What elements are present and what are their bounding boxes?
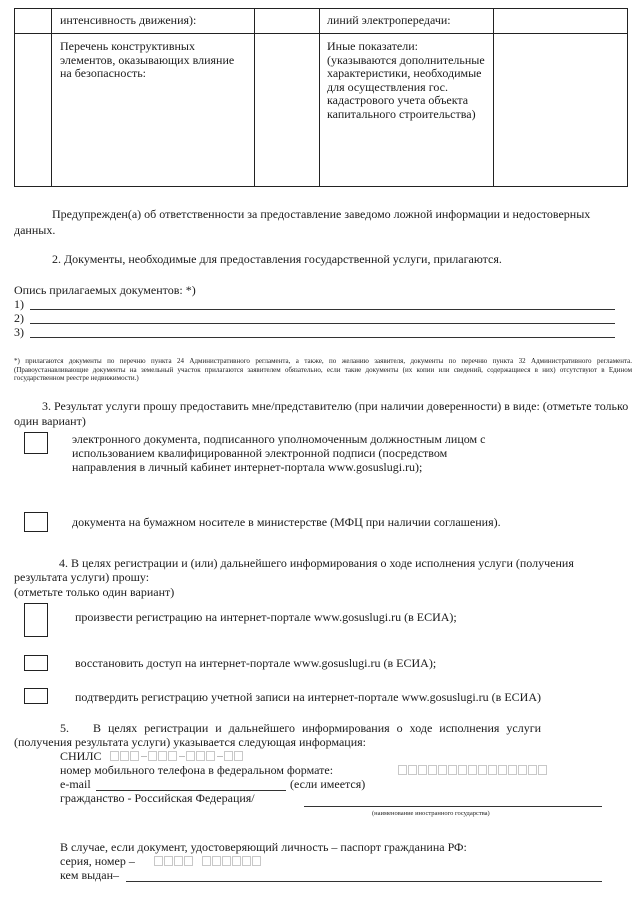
restore-access-checkbox[interactable] xyxy=(24,655,48,671)
register-gosuslugi-label: произвести регистрацию на интернет-портале www.gosuslugi.ru (в ЕСИА); xyxy=(75,610,457,624)
result-paper-label: документа на бумажном носителе в министерстве (МФЦ при наличии соглашения). xyxy=(72,515,501,529)
passport-intro: В случае, если документ, удостоверяющий личность – паспорт гражданина РФ: xyxy=(60,840,467,854)
foreign-state-note: (наименование иностранного государства) xyxy=(372,810,490,817)
series-number-label: серия, номер – xyxy=(60,854,135,868)
citizenship-label: гражданство - Российская Федерация/ xyxy=(60,791,255,805)
table-cell-power-lines: линий электропередачи: xyxy=(327,13,451,27)
table-cell-structural-elements: Перечень конструктивных элементов, оказывающих влияние на безопасность: xyxy=(60,39,235,80)
email-label: e-mail xyxy=(60,777,91,791)
section-5-number: 5. xyxy=(60,721,69,735)
restore-access-label: восстановить доступ на интернет-портале www.gosuslugi.ru (в ЕСИА); xyxy=(75,656,437,670)
section-4-subheading: (отметьте только один вариант) xyxy=(14,585,175,599)
inventory-footnote: *) прилагаются документы по перечню пункта 24 Административного регламента, а также, по желанию заявителя, документы по перечню пункта 32 Административного регламента. (Правоустанавливающие документы на земельный участок прилагаются заявителем обязательно, если такие документы (их копии или сведений, содержащиеся в них) отсутствуют в Едином государственном реестре недвижимости.) xyxy=(14,357,632,382)
inventory-line-2[interactable] xyxy=(30,323,615,324)
confirm-registration-label: подтвердить регистрацию учетной записи на интернет-портале www.gosuslugi.ru (в ЕСИА) xyxy=(75,690,542,704)
issued-by-label: кем выдан– xyxy=(60,868,120,882)
section-5-heading-line1: В целях регистрации и дальнейшего информирования о ходе исполнения услуги xyxy=(93,721,542,735)
snils-label: СНИЛС xyxy=(60,749,102,763)
phone-label: номер мобильного телефона в федеральном формате: xyxy=(60,763,334,777)
inventory-line-3[interactable] xyxy=(30,337,615,338)
table-cell-other-indicators: Иные показатели: (указываются дополнительные характеристики, необходимые для осуществления гос. кадастрового учета объекта капитального строительства) xyxy=(327,39,485,121)
inventory-line-1-label: 1) xyxy=(14,297,24,311)
inventory-line-1[interactable] xyxy=(30,309,615,310)
inventory-line-3-label: 3) xyxy=(14,325,24,339)
series-number-field[interactable] xyxy=(154,855,262,867)
foreign-state-field[interactable] xyxy=(304,806,602,807)
register-gosuslugi-checkbox[interactable] xyxy=(24,603,48,637)
section-3-heading: 3. Результат услуги прошу предоставить мне/представителю (при наличии доверенности) в виде: (отметьте только один вариант) xyxy=(14,399,629,428)
snils-field[interactable] xyxy=(110,750,244,762)
section-2-text: 2. Документы, необходимые для предоставления государственной услуги, прилагаются. xyxy=(52,252,502,266)
phone-field[interactable] xyxy=(398,764,548,776)
table-cell-traffic-intensity: интенсивность движения): xyxy=(60,13,197,27)
result-paper-checkbox[interactable] xyxy=(24,512,48,532)
result-electronic-label: электронного документа, подписанного уполномоченным должностным лицом с использованием квалифицированной электронной подписи (посредством направления в личный кабинет интернет-портала www.gosuslugi.ru); xyxy=(72,432,486,474)
inventory-title: Опись прилагаемых документов: *) xyxy=(14,283,196,297)
email-note: (если имеется) xyxy=(290,777,366,791)
inventory-line-2-label: 2) xyxy=(14,311,24,325)
issued-by-field[interactable] xyxy=(126,881,602,882)
liability-warning: Предупрежден(а) об ответственности за предоставление заведомо ложной информации и недостоверных данных. xyxy=(14,207,591,237)
result-electronic-checkbox[interactable] xyxy=(24,432,48,454)
confirm-registration-checkbox[interactable] xyxy=(24,688,48,704)
section-4-heading: 4. В целях регистрации и (или) дальнейшего информирования о ходе исполнения услуги (получения результата услуги) прошу: xyxy=(14,556,574,584)
section-5-heading-line2: (получения результата услуги) указывается следующая информация: xyxy=(14,735,366,749)
